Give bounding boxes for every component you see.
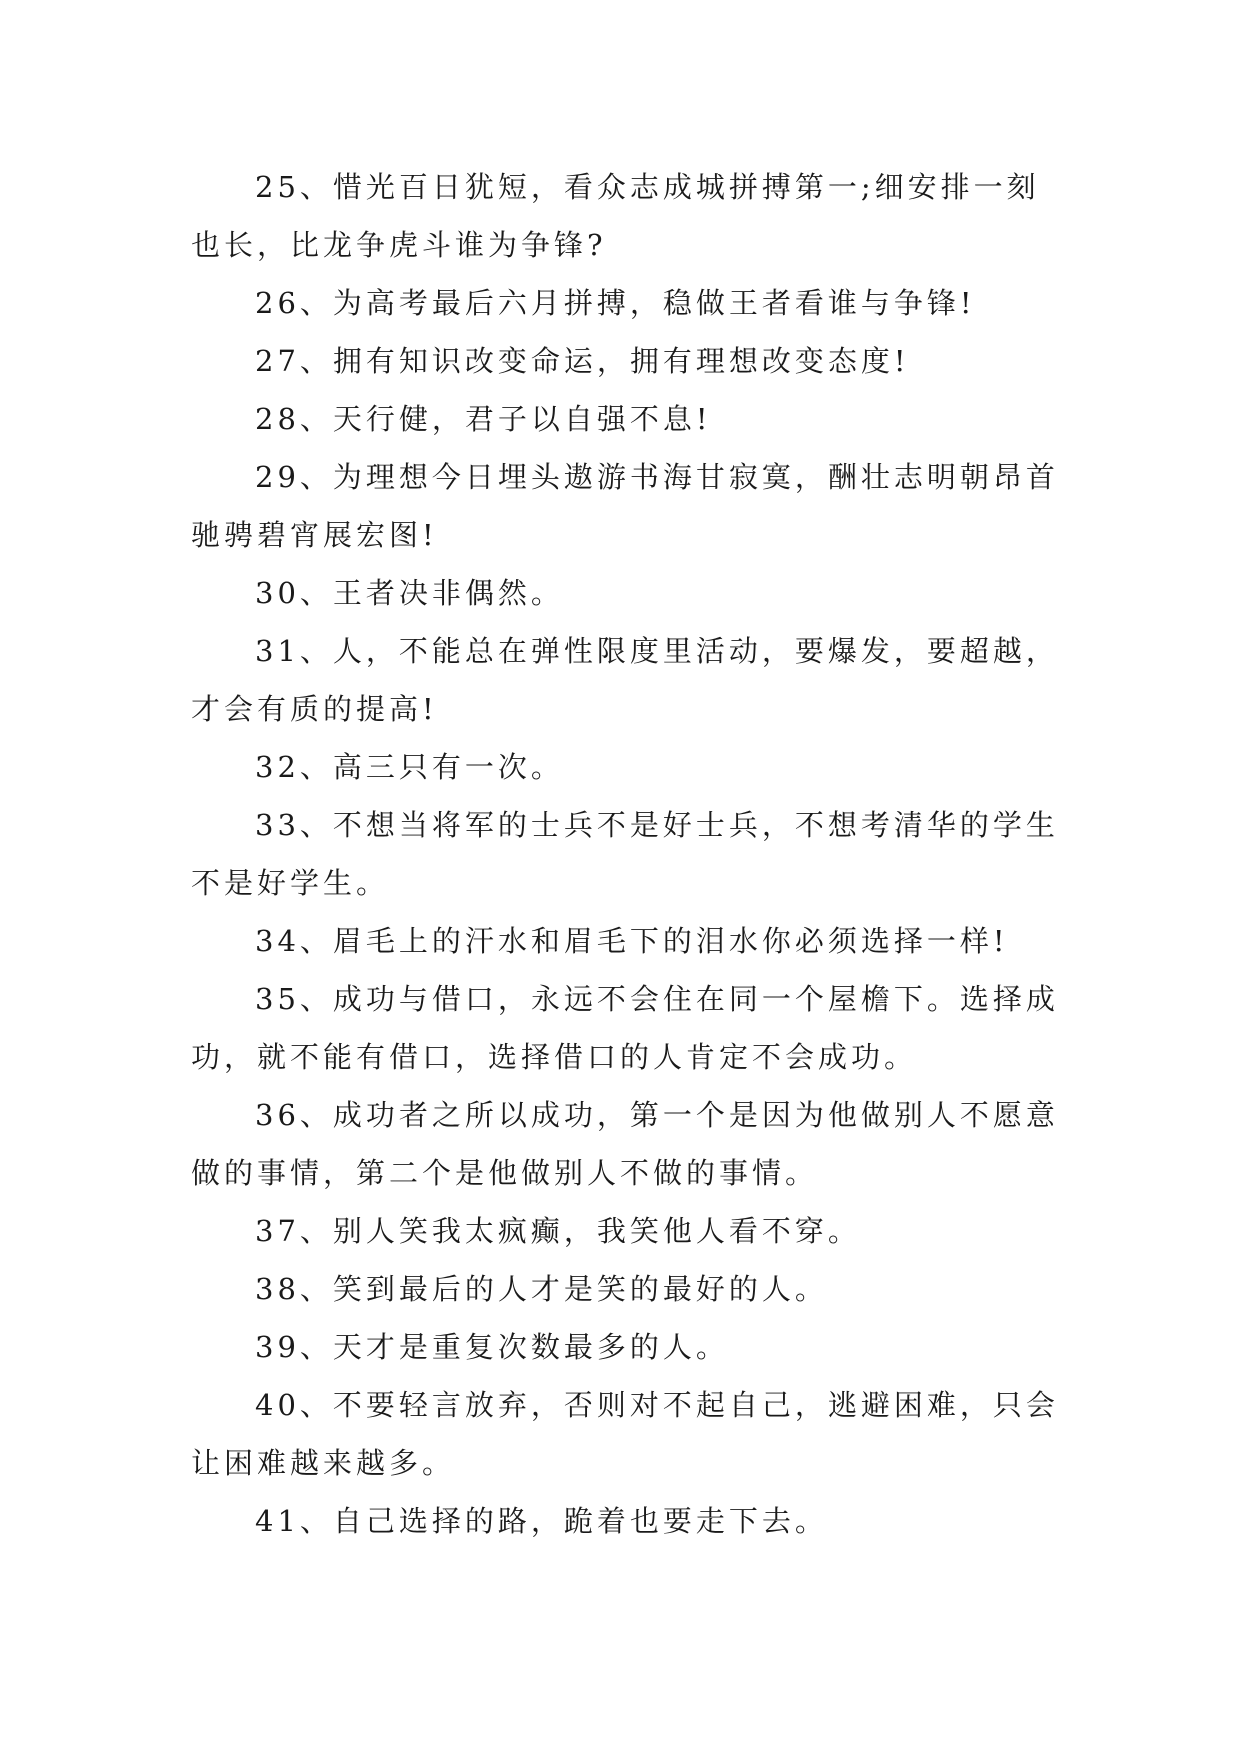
- paragraph: 28、天行健，君子以自强不息!: [255, 402, 712, 436]
- document-page: [191, 158, 1059, 1550]
- paragraph: 40、不要轻言放弃，否则对不起自己，逃避困难，只会让困难越来越多。: [191, 1388, 1059, 1480]
- paragraph: 25、惜光百日犹短，看众志成城拼搏第一;细安排一刻也长，比龙争虎斗谁为争锋?: [191, 170, 1040, 262]
- paragraph: 30、王者决非偶然。: [255, 576, 564, 610]
- paragraph: 41、自己选择的路，跪着也要走下去。: [255, 1504, 828, 1538]
- paragraph: 31、人，不能总在弹性限度里活动，要爆发，要超越，才会有质的提高!: [191, 634, 1059, 726]
- paragraph: 33、不想当将军的士兵不是好士兵，不想考清华的学生不是好学生。: [191, 808, 1059, 900]
- paragraph: 38、笑到最后的人才是笑的最好的人。: [255, 1272, 828, 1306]
- paragraph: 37、别人笑我太疯癫，我笑他人看不穿。: [255, 1214, 861, 1248]
- paragraph: 34、眉毛上的汗水和眉毛下的泪水你必须选择一样!: [255, 924, 1009, 958]
- paragraph: 27、拥有知识改变命运，拥有理想改变态度!: [255, 344, 910, 378]
- paragraph: 32、高三只有一次。: [255, 750, 564, 784]
- paragraph: 39、天才是重复次数最多的人。: [255, 1330, 729, 1364]
- paragraph: 29、为理想今日埋头遨游书海甘寂寞，酬壮志明朝昂首驰骋碧宵展宏图!: [191, 460, 1059, 552]
- paragraph: 36、成功者之所以成功，第一个是因为他做别人不愿意做的事情，第二个是他做别人不做的事情。: [191, 1098, 1059, 1190]
- paragraph: 35、成功与借口，永远不会住在同一个屋檐下。选择成功，就不能有借口，选择借口的人肯定不会成功。: [191, 982, 1059, 1074]
- paragraph: 26、为高考最后六月拼搏，稳做王者看谁与争锋!: [255, 286, 976, 320]
